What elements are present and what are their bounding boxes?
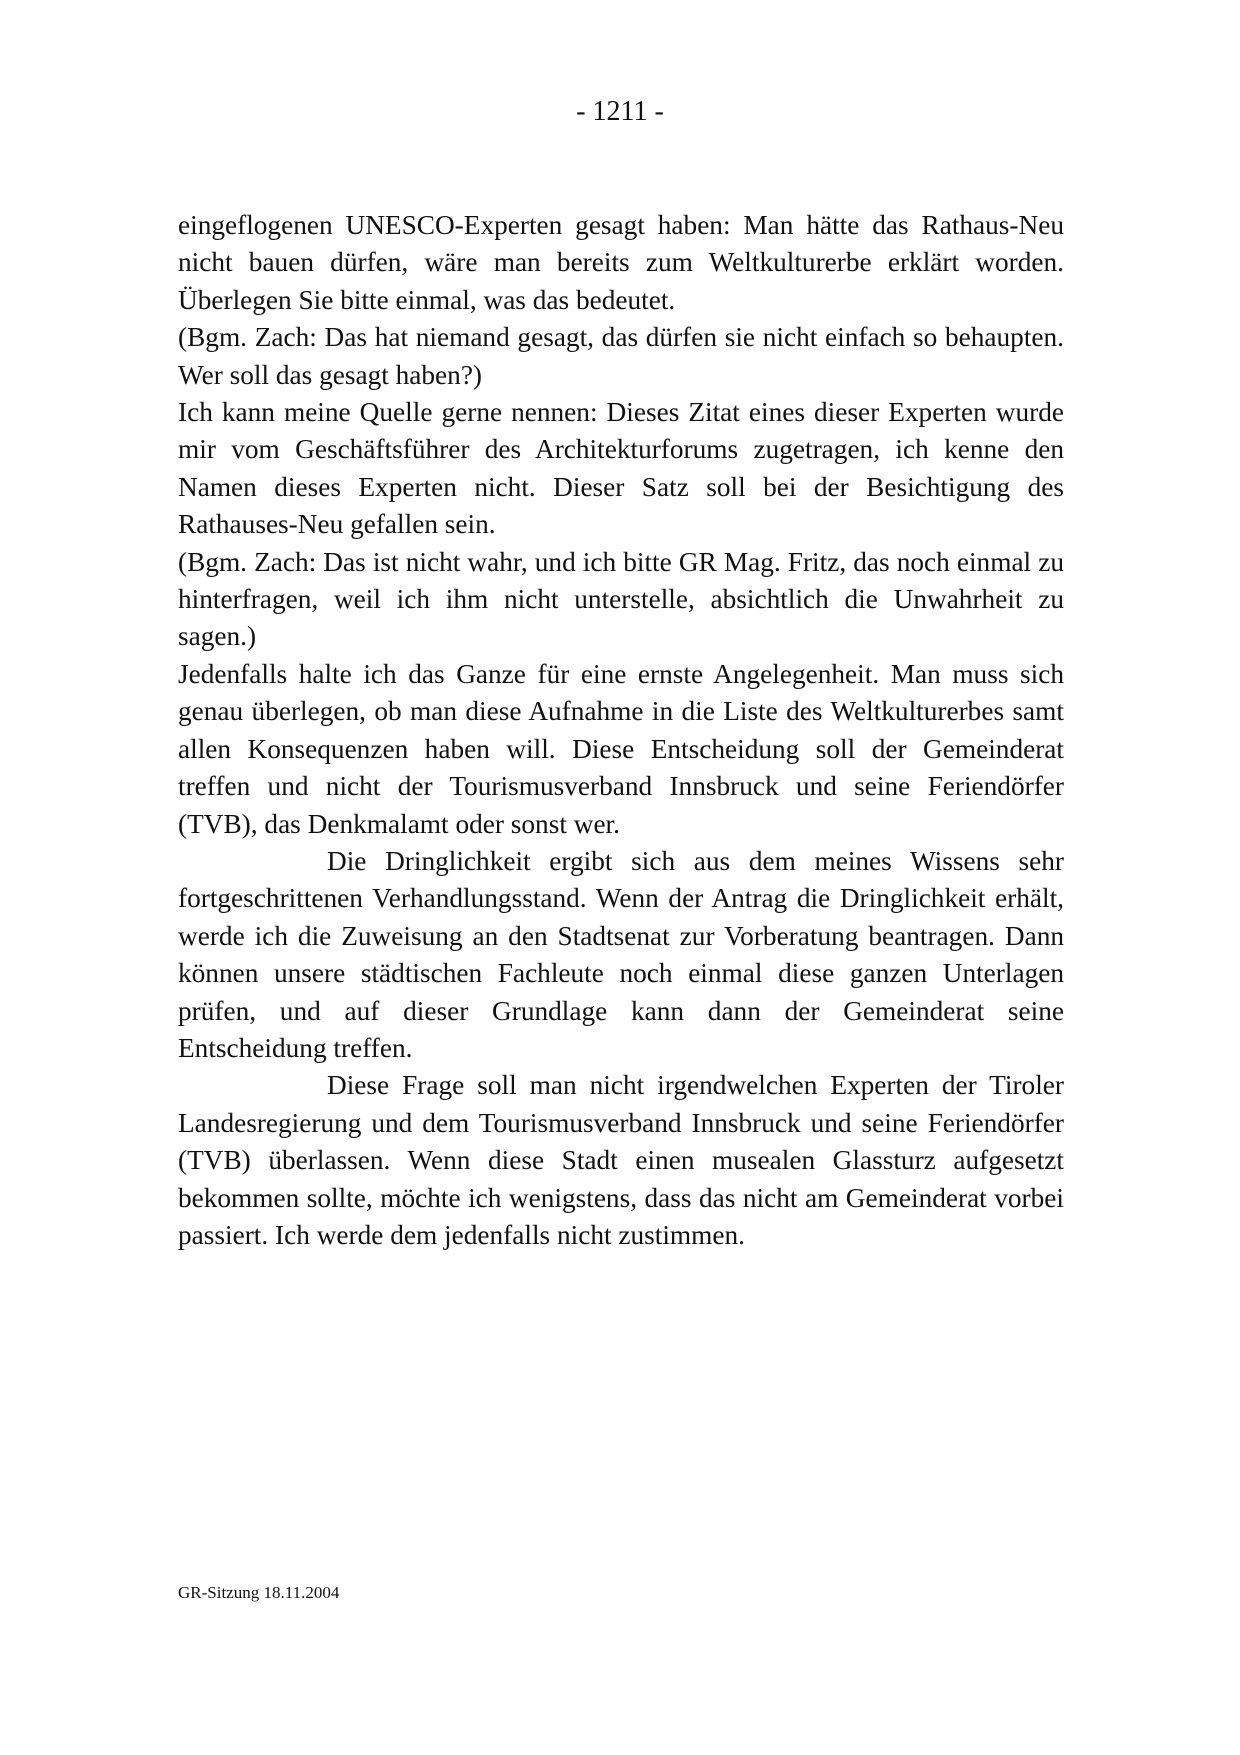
paragraph-unesco-quote: eingeflogenen UNESCO-Experten gesagt haben: Man hätte das Rathaus-Neu nicht bauen dürfen, wäre man bereits zum Weltkulturerbe erklärt worden. Überlegen Sie bitte einmal, was das bedeutet. [178, 210, 1064, 315]
document-body [178, 207, 1064, 1254]
paragraph-serious-matter: Jedenfalls halte ich das Ganze für eine ernste Angelegenheit. Man muss sich genau überlegen, ob man diese Aufnahme in die Liste des Weltkulturerbes samt allen Konsequenzen haben will. Diese Entscheidung soll der Gemeinderat treffen und nicht der Tourismusverband Innsbruck und seine Feriendörfer (TVB), das Denkmalamt oder sonst wer. [178, 658, 1064, 839]
interjection-bgm-zach-1: (Bgm. Zach: Das hat niemand gesagt, das dürfen sie nicht einfach so behaupten. Wer soll das gesagt haben?) [178, 322, 1064, 390]
paragraph-urgency: Die Dringlichkeit ergibt sich aus dem meines Wissens sehr fortgeschrittenen Verhandlungsstand. Wenn der Antrag die Dringlichkeit erhält, werde ich die Zuweisung an den Stadtsenat zur Vorberatung beantragen. Dann können unsere städtischen Fachleute noch einmal diese ganzen Unterlagen prüfen, und auf dieser Grundlage kann dann der Gemeinderat seine Entscheidung treffen. [178, 845, 1064, 1063]
interjection-bgm-zach-2: (Bgm. Zach: Das ist nicht wahr, und ich bitte GR Mag. Fritz, das noch einmal zu hinterfragen, weil ich ihm nicht unterstelle, absichtlich die Unwahrheit zu sagen.) [178, 546, 1064, 652]
footer-session-date: GR-Sitzung 18.11.2004 [178, 1583, 340, 1602]
paragraph-conclusion: Diese Frage soll man nicht irgendwelchen Experten der Tiroler Landesregierung und dem Tourismusverband Innsbruck und seine Feriendörfer (TVB) überlassen. Wenn diese Stadt einen musealen Glassturz aufgesetzt bekommen sollte, möchte ich wenigstens, dass das nicht am Gemeinderat vorbei passiert. Ich werde dem jedenfalls nicht zustimmen. [178, 1070, 1064, 1250]
paragraph-source: Ich kann meine Quelle gerne nennen: Dieses Zitat eines dieser Experten wurde mir vom Geschäftsführer des Architekturforums zugetragen, ich kenne den Namen dieses Experten nicht. Dieser Satz soll bei der Besichtigung des Rathauses-Neu gefallen sein. [178, 397, 1064, 540]
page-number: - 1211 - [576, 96, 664, 127]
